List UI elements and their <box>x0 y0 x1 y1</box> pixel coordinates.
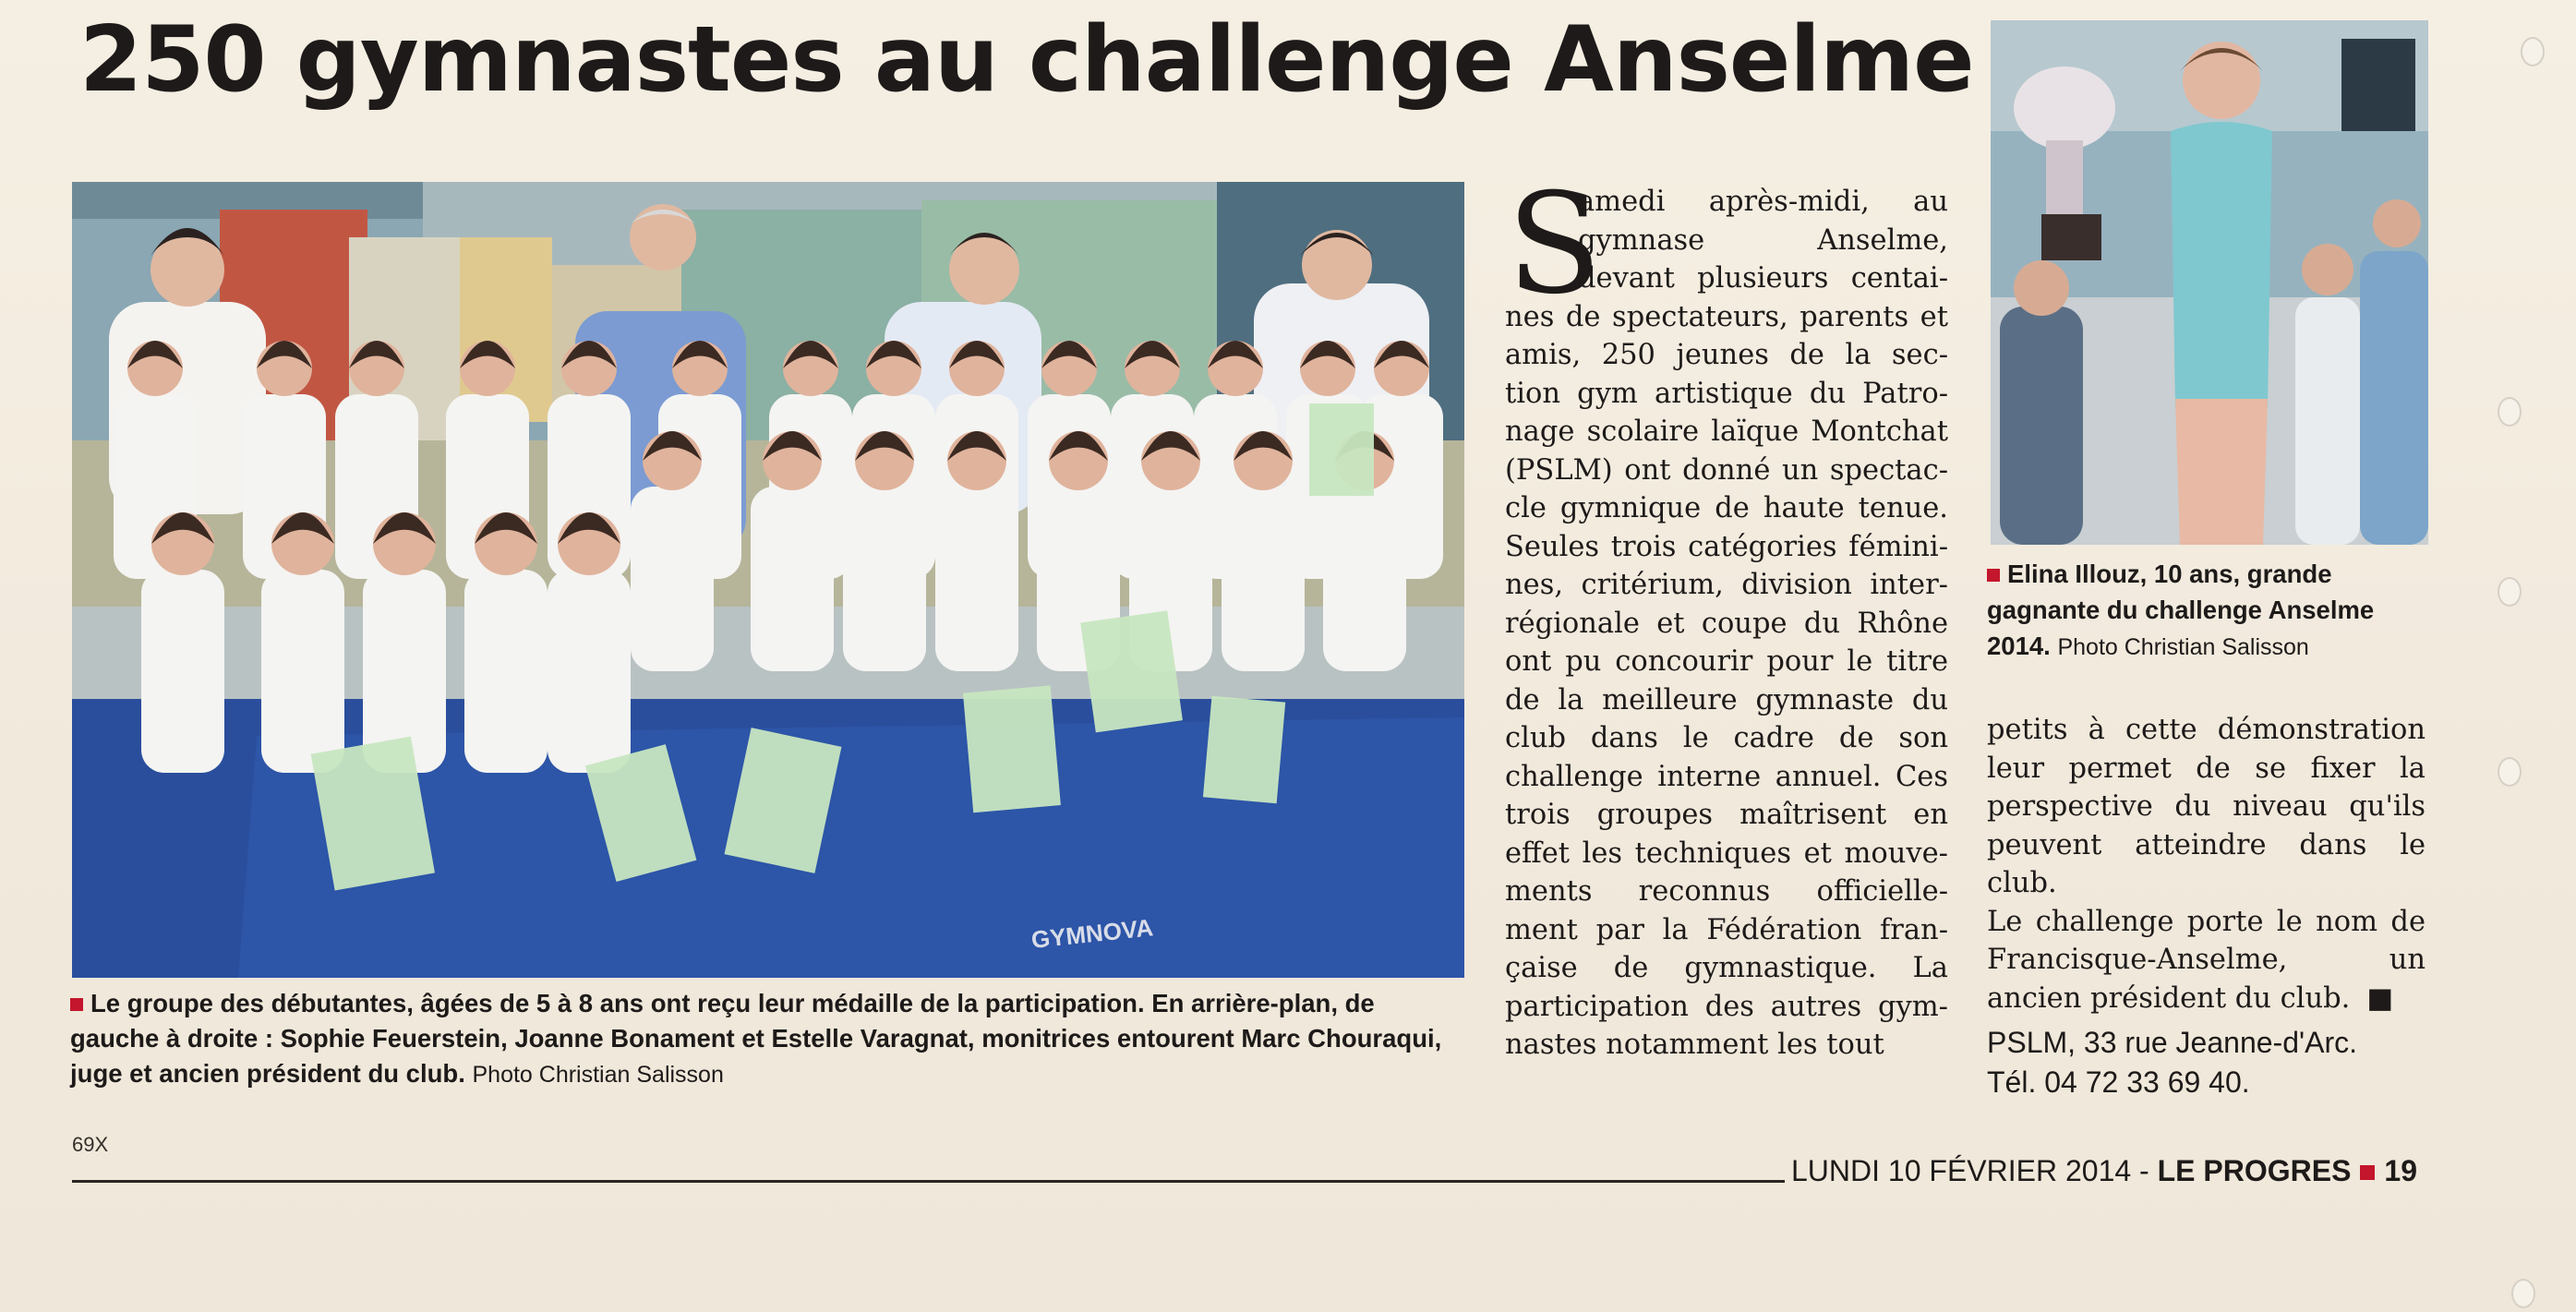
page-footer <box>1791 1154 2417 1188</box>
side-photo <box>1991 20 2428 545</box>
gymnast-figure <box>548 570 631 773</box>
article-line: nes de spectateurs, parents et <box>1505 300 1948 333</box>
article-line: amis, 250 jeunes de la sec- <box>1505 339 1948 371</box>
article-line: ont pu concourir pour le titre <box>1505 645 1948 678</box>
main-caption-line1: Le groupe des débutantes, âgées de 5 à 8 ans ont reçu leur médaille de la participation. En arrière-plan, de <box>90 989 1375 1017</box>
article-body <box>1505 183 1948 1065</box>
caption-marker <box>70 998 83 1011</box>
end-of-article-mark: ■ <box>2366 981 2394 1015</box>
contact-info <box>1987 1023 2426 1102</box>
gymnast-figure <box>464 570 548 773</box>
article-line: tion gym artistique du Patro- <box>1505 377 1948 410</box>
footer-separator: - <box>2139 1154 2149 1187</box>
page-number: 19 <box>2384 1154 2417 1187</box>
footer-rule <box>72 1180 1785 1183</box>
gymnast-figure <box>935 487 1018 671</box>
article-line: (PSLM) ont donné un spectac- <box>1505 453 1948 487</box>
article-line: club dans le cadre de son <box>1505 722 1948 754</box>
gymnast-figure <box>751 487 834 671</box>
gymnast-figure <box>1222 487 1305 671</box>
side-caption-line1: Elina Illouz, 10 ans, grande <box>2007 560 2332 588</box>
binder-hole <box>2498 577 2522 607</box>
article-line: trois groupes maîtrisent en <box>1505 799 1948 831</box>
article-continuation <box>1987 711 2426 1017</box>
footer-date: LUNDI 10 FÉVRIER 2014 <box>1791 1154 2132 1187</box>
article-line: participation des autres gym- <box>1505 990 1948 1023</box>
article-line: de la meilleure gymnaste du <box>1505 683 1948 716</box>
article-line <box>1987 980 2426 1018</box>
side-caption-line3: 2014. <box>1987 632 2051 660</box>
article-line: cle gymnique de haute tenue. <box>1505 492 1948 524</box>
binder-hole <box>2511 1279 2535 1308</box>
gymnast-figure <box>843 487 926 671</box>
article-line: çaise de gymnastique. La <box>1505 952 1948 984</box>
article-line: ment par la Fédération fran- <box>1505 913 1948 946</box>
side-photo-credit: Photo Christian Salisson <box>2057 634 2309 660</box>
article-line: nastes notamment les tout <box>1505 1029 1884 1061</box>
binder-hole <box>2521 37 2545 66</box>
side-photo-caption <box>1987 556 2426 666</box>
main-caption-line3: juge et ancien président du club. <box>70 1059 465 1088</box>
edition-code: 69X <box>72 1133 109 1156</box>
article-line: Francisque-Anselme, un <box>1987 944 2426 976</box>
binder-hole <box>2498 757 2522 787</box>
article-line: amedi après-midi, au <box>1578 186 1948 218</box>
main-photo-credit: Photo Christian Salisson <box>472 1062 724 1088</box>
article-line: ments reconnus officielle- <box>1505 875 1948 908</box>
drop-cap: S <box>1507 164 1602 325</box>
article-line: Seules trois catégories fémini- <box>1505 530 1948 563</box>
article-line: petits à cette démonstration <box>1987 714 2426 746</box>
article-line: leur permet de se fixer la <box>1987 752 2426 785</box>
gymnast-figure <box>1323 487 1406 671</box>
article-line: peuvent atteindre dans le <box>1987 828 2426 861</box>
side-caption-line2: gagnante du challenge Anselme <box>1987 596 2375 624</box>
article-line: effet les techniques et mouve- <box>1505 837 1948 870</box>
newspaper-name: LE PROGRES <box>2157 1154 2352 1187</box>
article-line: nes, critérium, division inter- <box>1505 569 1948 601</box>
main-photo <box>72 182 1464 978</box>
contact-phone: Tél. 04 72 33 69 40. <box>1987 1065 2250 1099</box>
article-line: perspective du niveau qu'ils <box>1987 790 2426 823</box>
mat-logo: GYMNOVA <box>1029 913 1155 954</box>
article-line: nage scolaire laïque Montchat <box>1505 415 1948 448</box>
main-caption-line2: gauche à droite : Sophie Feuerstein, Joanne Bonament et Estelle Varagnat, monitrices entourent Marc Chouraqui, <box>70 1024 1442 1053</box>
gymnast-figure <box>261 570 344 773</box>
binder-hole <box>2498 397 2522 427</box>
contact-org: PSLM, 33 rue Jeanne-d'Arc. <box>1987 1026 2357 1059</box>
article-line: Le challenge porte le nom de <box>1987 905 2426 938</box>
gymnast-figure <box>631 487 714 671</box>
side-caption-marker <box>1987 569 2000 582</box>
gymnast-figure <box>141 570 224 773</box>
article-line: club. <box>1987 867 2057 899</box>
headline: 250 gymnastes au challenge Anselme <box>79 7 1974 113</box>
article-line: devant plusieurs centai- <box>1578 262 1948 295</box>
article-line-text: ancien président du club. <box>1987 981 2351 1015</box>
article-line: gymnase Anselme, <box>1578 223 1948 257</box>
article-line: régionale et coupe du Rhône <box>1505 607 1948 640</box>
main-photo-caption <box>70 986 1464 1092</box>
footer-marker <box>2360 1165 2375 1180</box>
article-line: challenge interne annuel. Ces <box>1505 760 1948 793</box>
